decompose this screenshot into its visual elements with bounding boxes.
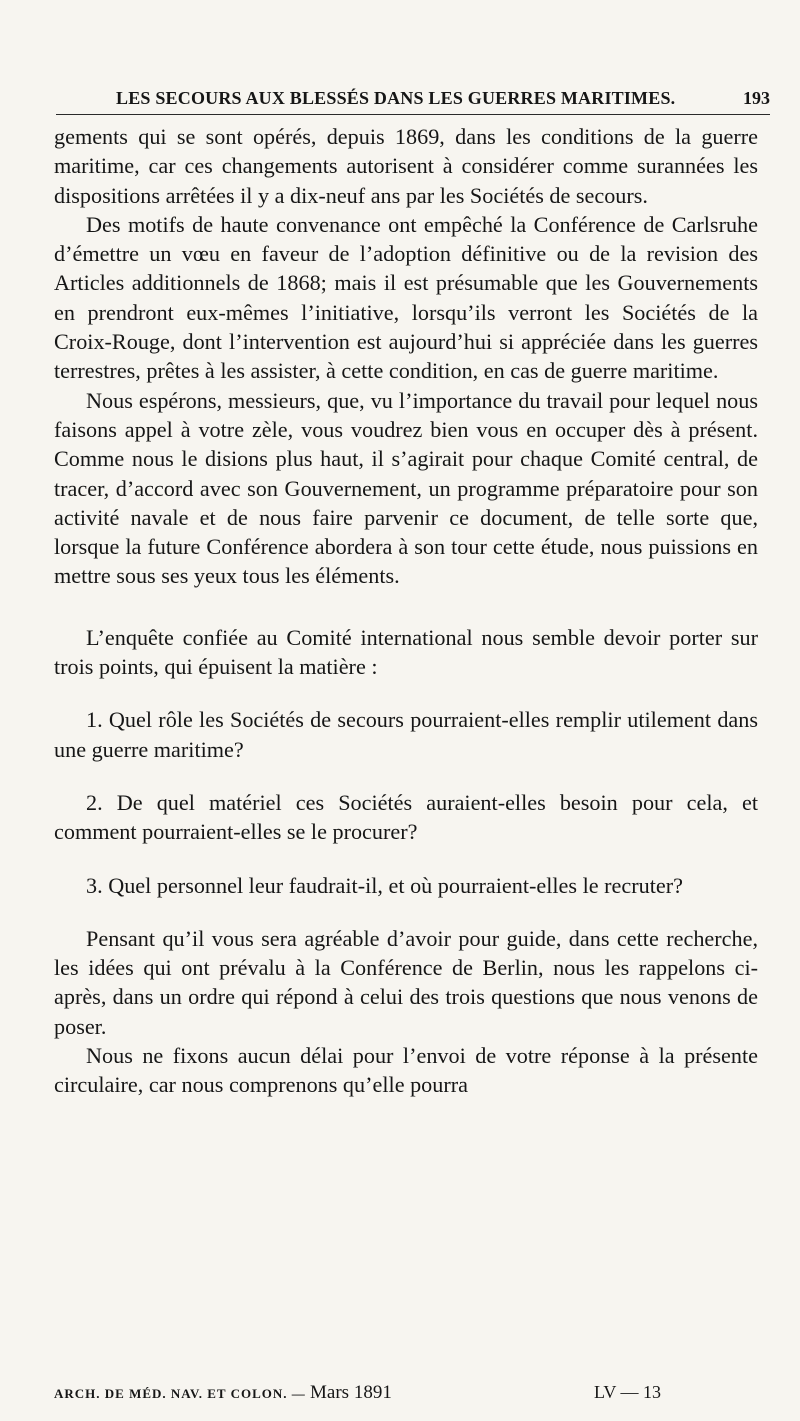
footer-date: Mars 1891	[310, 1382, 392, 1403]
running-title: LES SECOURS AUX BLESSÉS DANS LES GUERRES MARITIMES.	[116, 88, 676, 108]
page-number: 193	[743, 88, 770, 108]
question-3: 3. Quel personnel leur faudrait-il, et où pourraient-elles le recruter?	[86, 872, 683, 898]
running-header	[56, 88, 770, 115]
paragraph-enquiry: L’enquête confiée au Comité international nous semble devoir porter sur trois points, qui épuisent la matière :	[54, 624, 758, 680]
question-1: 1. Quel rôle les Sociétés de secours pourraient-elles remplir utilement dans une guerre maritime?	[54, 707, 758, 762]
paragraph-berlin: Pensant qu’il vous sera agréable d’avoir pour guide, dans cette recherche, les idées qui ont prévalu à la Conférence de Berlin, nous les rappelons ci-après, dans un ordre qui répond à celui des trois questions que nous venons de poser.	[54, 925, 758, 1039]
page-footer	[54, 1382, 758, 1408]
body-text	[54, 122, 758, 1100]
footer-journal: ARCH. DE MÉD. NAV. ET COLON. —	[54, 1386, 306, 1401]
paragraph-delay: Nous ne fixons aucun délai pour l’envoi de votre réponse à la présente circulaire, car nous comprenons qu’elle pourra	[54, 1043, 758, 1098]
footer-signature: LV — 13	[594, 1382, 662, 1402]
question-2: 2. De quel matériel ces Sociétés auraient-elles besoin pour cela, et comment pourraient-elles se le procurer?	[54, 789, 758, 845]
paragraph-request: Nous espérons, messieurs, que, vu l’importance du travail pour lequel nous faisons appel à votre zèle, vous voudrez bien vous en occuper dès à présent. Comme nous le disions plus haut, il s’agirait pour chaque Comité central, de tracer, d’accord avec son Gouvernement, un programme préparatoire pour son activité navale et de nous faire parvenir ce document, de telle sorte que, lorsque la future Conférence abordera à son tour cette étude, nous puissions en mettre sous ses yeux tous les éléments.	[54, 387, 758, 589]
footer-citation	[54, 1382, 392, 1404]
paragraph-continuation: gements qui se sont opérés, depuis 1869, dans les conditions de la guerre maritime, car ces changements autorisent à considérer comme surannées les dispositions arrêtées il y a dix-neuf ans par les Sociétés de secours.	[54, 124, 758, 208]
paragraph-carlsruhe: Des motifs de haute convenance ont empêché la Conférence de Carlsruhe d’émettre un vœu en faveur de l’adoption définitive ou de la revision des Articles additionnels de 1868; mais il est présumable que les Gouvernements en prendront eux-mêmes l’initiative, lorsqu’ils verront les Sociétés de la Croix-Rouge, dont l’intervention est aujourd’hui si appréciée dans les guerres terrestres, prêtes à les assister, à cette condition, en cas de guerre maritime.	[54, 211, 758, 384]
